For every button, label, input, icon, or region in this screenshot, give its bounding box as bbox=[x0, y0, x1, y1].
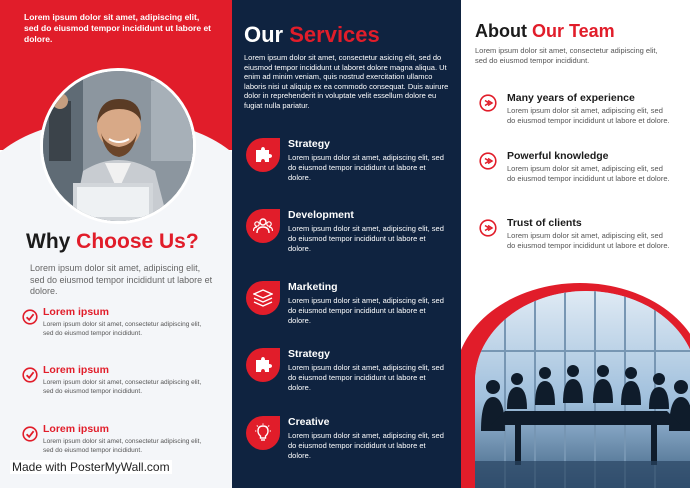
service-icon-badge bbox=[246, 416, 280, 450]
chevron-right-circle-icon bbox=[479, 219, 497, 237]
lightbulb-icon bbox=[253, 423, 273, 443]
feature-text: Lorem ipsum dolor sit amet, adipiscing elit, sed do eiusmod tempor incididunt ut labore et dolore. bbox=[507, 231, 670, 250]
why-description: Lorem ipsum dolor sit amet, adipiscing elit, sed do eiusmod tempor incididunt ut labore et dolore. bbox=[30, 263, 213, 296]
panel-our-services bbox=[232, 0, 461, 488]
benefit-text: Lorem ipsum dolor sit amet, consectetur adipiscing elit, sed do eiusmod tempor incididunt. bbox=[43, 379, 202, 395]
heading-accent: Our Team bbox=[531, 21, 615, 41]
panel-about-our-team bbox=[461, 0, 690, 488]
puzzle-icon bbox=[253, 355, 273, 375]
heading-plain: Our bbox=[244, 22, 290, 47]
our-services-heading bbox=[244, 22, 380, 48]
watermark: Made with PosterMyWall.com bbox=[12, 460, 170, 474]
feature-title: Many years of experience bbox=[507, 92, 635, 104]
puzzle-icon bbox=[253, 145, 273, 165]
service-title: Strategy bbox=[288, 138, 331, 150]
services-intro: Lorem ipsum dolor sit amet, consectetur asicing elit, sed do eiusmod tempor incididunt ut laboret dolore magna aliqua. Ut enim ad minim veniam, quis nostrud exercitation ullamco laboris nisi ut aliquip ex ea commodo consequat. Duis auirure dolor in reprehenderit in voluptate velit essellum dolore eu fugiat nulla pariatur. bbox=[244, 53, 449, 110]
chevron-right-circle-icon bbox=[479, 94, 497, 112]
feature-text: Lorem ipsum dolor sit amet, adipiscing elit, sed do eiusmod tempor incididunt ut labore et dolore. bbox=[507, 164, 670, 183]
feature-title: Powerful knowledge bbox=[507, 150, 609, 162]
businessman-laptop-icon bbox=[43, 71, 193, 221]
service-text: Lorem ipsum dolor sit amet, adipiscing elit, sed do eiusmod tempor incididunt ut labore et dolore. bbox=[288, 153, 444, 182]
service-title: Development bbox=[288, 209, 354, 221]
team-intro: Lorem ipsum dolor sit amet, consectetur adipiscing elit, sed do eiusmod tempor incididunt. bbox=[475, 46, 658, 65]
service-title: Creative bbox=[288, 416, 330, 428]
service-title: Marketing bbox=[288, 281, 338, 293]
heading-accent: Choose Us? bbox=[76, 230, 199, 253]
benefit-title: Lorem ipsum bbox=[43, 306, 109, 318]
check-circle-icon bbox=[22, 426, 38, 442]
heading-plain: About bbox=[475, 21, 532, 41]
check-circle-icon bbox=[22, 309, 38, 325]
check-circle-icon bbox=[22, 367, 38, 383]
heading-accent: Services bbox=[289, 22, 380, 47]
service-icon-badge bbox=[246, 138, 280, 172]
service-icon-badge bbox=[246, 281, 280, 315]
service-text: Lorem ipsum dolor sit amet, adipiscing elit, sed do eiusmod tempor incididunt ut labore et dolore. bbox=[288, 431, 444, 460]
panel-why-choose-us bbox=[0, 0, 232, 488]
benefit-text: Lorem ipsum dolor sit amet, consectetur adipiscing elit, sed do eiusmod tempor incididunt. bbox=[43, 321, 202, 337]
service-title: Strategy bbox=[288, 348, 331, 360]
feature-title: Trust of clients bbox=[507, 217, 582, 229]
business-meeting-silhouette-icon bbox=[475, 291, 690, 488]
feature-text: Lorem ipsum dolor sit amet, adipiscing elit, sed do eiusmod tempor incididunt ut labore et dolore. bbox=[507, 106, 670, 125]
layers-icon bbox=[253, 288, 273, 308]
service-text: Lorem ipsum dolor sit amet, adipiscing elit, sed do eiusmod tempor incididunt ut labore et dolore. bbox=[288, 224, 444, 253]
service-text: Lorem ipsum dolor sit amet, adipiscing elit, sed do eiusmod tempor incididunt ut labore et dolore. bbox=[288, 363, 444, 392]
service-icon-badge bbox=[246, 348, 280, 382]
businessman-photo bbox=[40, 68, 196, 224]
benefit-title: Lorem ipsum bbox=[43, 364, 109, 376]
chevron-right-circle-icon bbox=[479, 152, 497, 170]
heading-plain: Why bbox=[26, 230, 77, 253]
service-text: Lorem ipsum dolor sit amet, adipiscing elit, sed do eiusmod tempor incididunt ut labore et dolore. bbox=[288, 296, 444, 325]
benefit-text: Lorem ipsum dolor sit amet, consectetur adipiscing elit, sed do eiusmod tempor incididunt. bbox=[43, 438, 202, 454]
service-icon-badge bbox=[246, 209, 280, 243]
team-icon bbox=[253, 216, 273, 236]
team-meeting-photo bbox=[475, 291, 690, 488]
about-our-team-heading bbox=[475, 21, 615, 42]
why-choose-us-heading bbox=[26, 230, 199, 254]
benefit-title: Lorem ipsum bbox=[43, 423, 109, 435]
left-intro-text: Lorem ipsum dolor sit amet, adipiscing elit, sed do eiusmod tempor incididunt ut labore et dolore. bbox=[24, 12, 212, 44]
